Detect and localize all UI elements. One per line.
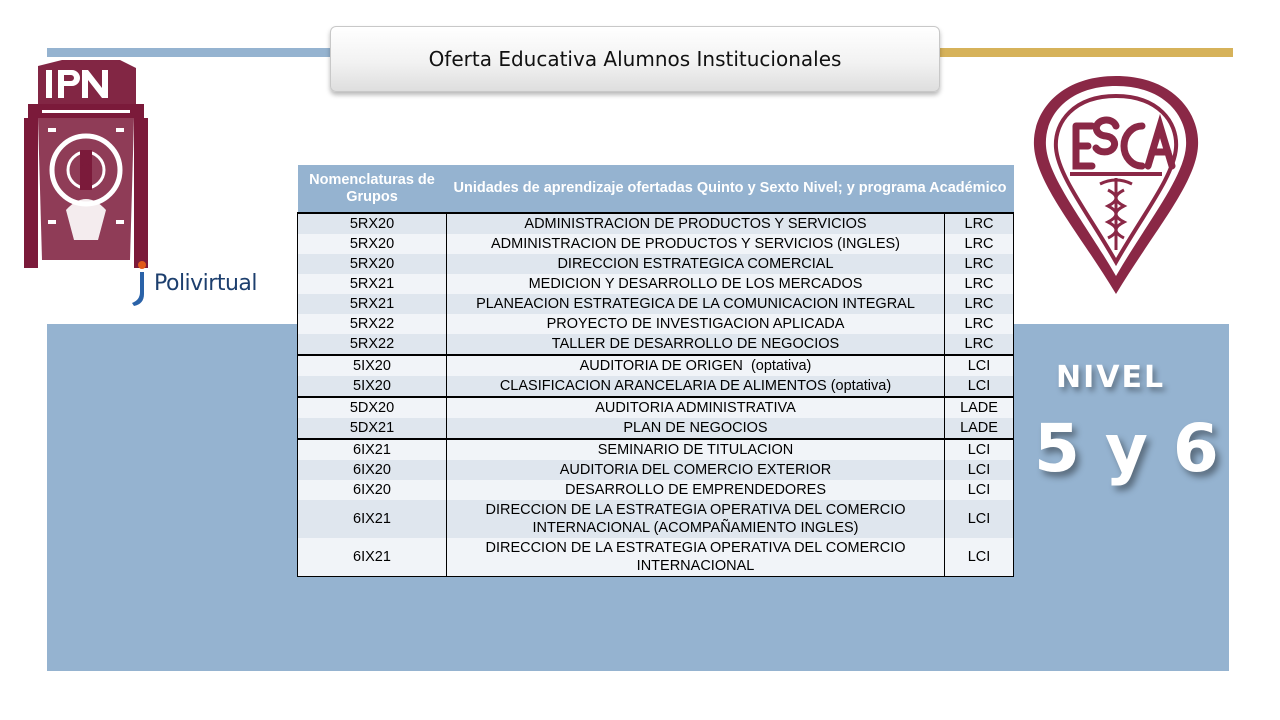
polivirtual-logo	[124, 258, 284, 310]
unit-name: ADMINISTRACION DE PRODUCTOS Y SERVICIOS	[447, 213, 945, 234]
table-row	[298, 500, 1014, 538]
group-code: 5RX21	[298, 294, 447, 314]
table-header-row	[298, 165, 1014, 213]
group-code: 5IX20	[298, 376, 447, 397]
table-row	[298, 439, 1014, 460]
group-code: 5RX20	[298, 213, 447, 234]
page-title: Oferta Educativa Alumnos Institucionales	[330, 26, 940, 92]
nivel-value: 5 y 6	[1034, 410, 1220, 487]
group-code: 5RX20	[298, 254, 447, 274]
table-row	[298, 314, 1014, 334]
unit-name: DIRECCION DE LA ESTRATEGIA OPERATIVA DEL COMERCIO INTERNACIONAL	[447, 538, 945, 577]
nivel-label: NIVEL	[1056, 360, 1166, 395]
polivirtual-mark-icon	[128, 260, 152, 306]
group-code: 5RX22	[298, 334, 447, 355]
table-row	[298, 376, 1014, 397]
table-row	[298, 254, 1014, 274]
unit-name: MEDICION Y DESARROLLO DE LOS MERCADOS	[447, 274, 945, 294]
unit-name: DIRECCION ESTRATEGICA COMERCIAL	[447, 254, 945, 274]
unit-name: PLAN DE NEGOCIOS	[447, 418, 945, 439]
unit-name: TALLER DE DESARROLLO DE NEGOCIOS	[447, 334, 945, 355]
header-bar-blue	[47, 48, 347, 57]
program-code: LCI	[945, 376, 1014, 397]
courses-table	[297, 165, 1014, 577]
unit-name: PLANEACION ESTRATEGICA DE LA COMUNICACION INTEGRAL	[447, 294, 945, 314]
program-code: LCI	[945, 460, 1014, 480]
unit-name: AUDITORIA ADMINISTRATIVA	[447, 397, 945, 418]
table-row	[298, 334, 1014, 355]
group-code: 5RX21	[298, 274, 447, 294]
polivirtual-text: Polivirtual	[154, 271, 258, 296]
group-code: 5IX20	[298, 355, 447, 376]
group-code: 5RX22	[298, 314, 447, 334]
table-row	[298, 538, 1014, 577]
group-code: 5RX20	[298, 234, 447, 254]
group-code: 6IX21	[298, 538, 447, 577]
unit-name: AUDITORIA DEL COMERCIO EXTERIOR	[447, 460, 945, 480]
table-row	[298, 397, 1014, 418]
unit-name: AUDITORIA DE ORIGEN (optativa)	[447, 355, 945, 376]
table-row	[298, 274, 1014, 294]
header-groups: Nomenclaturas de Grupos	[298, 165, 447, 213]
program-code: LCI	[945, 355, 1014, 376]
program-code: LRC	[945, 314, 1014, 334]
ipn-logo	[24, 60, 148, 272]
unit-name: PROYECTO DE INVESTIGACION APLICADA	[447, 314, 945, 334]
group-code: 6IX20	[298, 480, 447, 500]
program-code: LRC	[945, 274, 1014, 294]
unit-name: ADMINISTRACION DE PRODUCTOS Y SERVICIOS (INGLES)	[447, 234, 945, 254]
unit-name: SEMINARIO DE TITULACION	[447, 439, 945, 460]
program-code: LRC	[945, 254, 1014, 274]
table-row	[298, 480, 1014, 500]
table-row	[298, 460, 1014, 480]
program-code: LCI	[945, 538, 1014, 577]
unit-name: CLASIFICACION ARANCELARIA DE ALIMENTOS (optativa)	[447, 376, 945, 397]
program-code: LRC	[945, 334, 1014, 355]
program-code: LRC	[945, 213, 1014, 234]
group-code: 6IX20	[298, 460, 447, 480]
group-code: 5DX21	[298, 418, 447, 439]
table-row	[298, 213, 1014, 234]
unit-name: DIRECCION DE LA ESTRATEGIA OPERATIVA DEL COMERCIO INTERNACIONAL (ACOMPAÑAMIENTO INGLES)	[447, 500, 945, 538]
header-bar-gold	[930, 48, 1233, 57]
table-row	[298, 418, 1014, 439]
program-code: LCI	[945, 480, 1014, 500]
program-code: LRC	[945, 294, 1014, 314]
group-code: 6IX21	[298, 500, 447, 538]
header-units: Unidades de aprendizaje ofertadas Quinto y Sexto Nivel; y programa Académico	[447, 165, 1014, 213]
table-row	[298, 294, 1014, 314]
program-code: LADE	[945, 418, 1014, 439]
esca-logo	[1030, 74, 1202, 296]
program-code: LADE	[945, 397, 1014, 418]
group-code: 6IX21	[298, 439, 447, 460]
table-row	[298, 355, 1014, 376]
program-code: LCI	[945, 439, 1014, 460]
table-row	[298, 234, 1014, 254]
program-code: LCI	[945, 500, 1014, 538]
program-code: LRC	[945, 234, 1014, 254]
unit-name: DESARROLLO DE EMPRENDEDORES	[447, 480, 945, 500]
group-code: 5DX20	[298, 397, 447, 418]
